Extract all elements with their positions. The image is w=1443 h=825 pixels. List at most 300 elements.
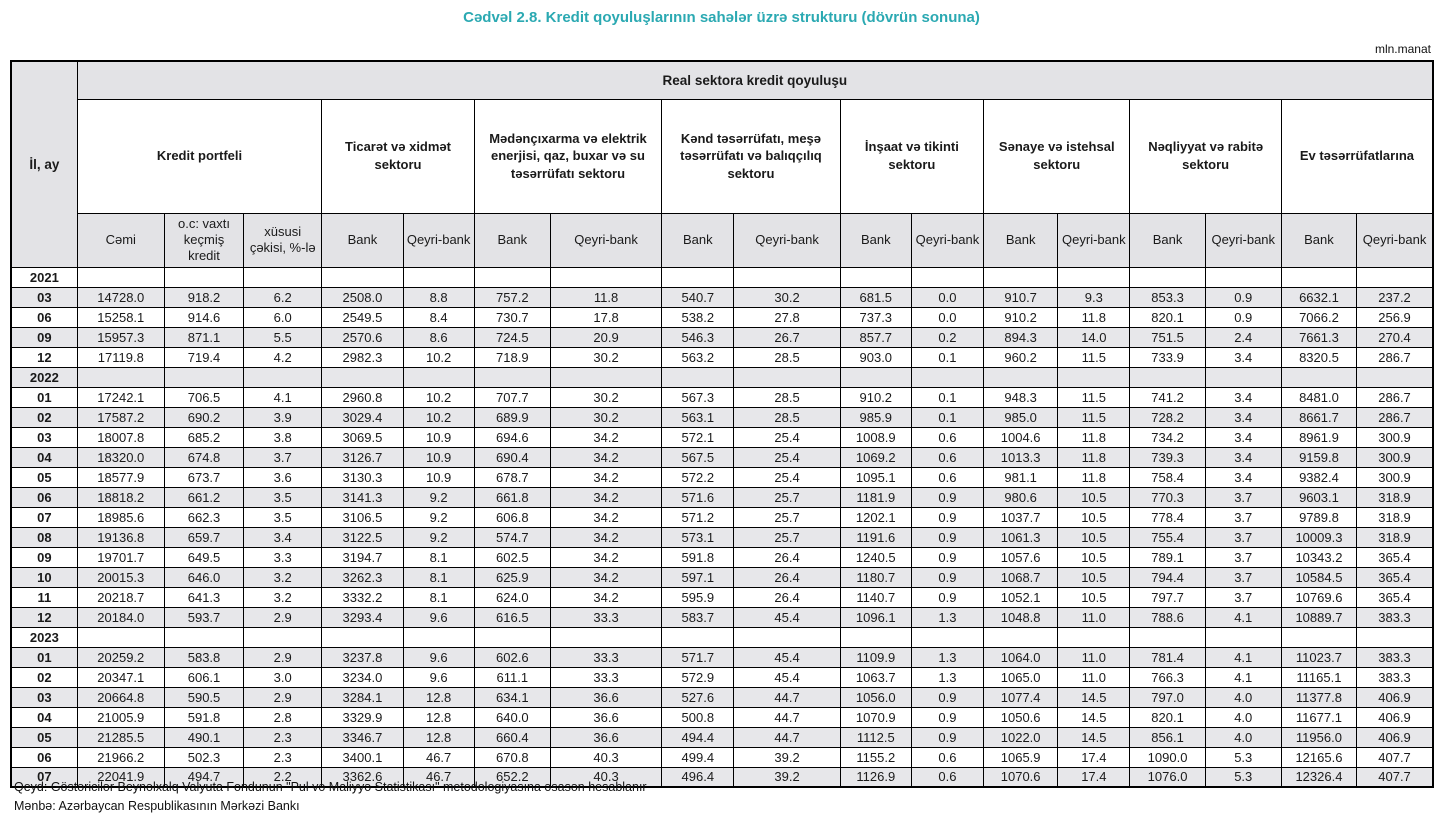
value-cell: 591.8 [164, 707, 243, 727]
sub-header-qeyri-bank: Qeyri-bank [550, 213, 661, 267]
year-label: 2023 [11, 627, 77, 647]
value-cell: 26.4 [734, 567, 840, 587]
empty-cell [403, 267, 474, 287]
value-cell: 871.1 [164, 327, 243, 347]
empty-cell [403, 627, 474, 647]
value-cell: 9.2 [403, 527, 474, 547]
table-row [11, 407, 1433, 427]
value-cell: 496.4 [662, 767, 734, 787]
month-label: 02 [11, 407, 77, 427]
value-cell: 1069.2 [840, 447, 911, 467]
empty-cell [164, 267, 243, 287]
value-cell: 724.5 [474, 327, 550, 347]
empty-cell [1130, 267, 1205, 287]
value-cell: 3.2 [244, 567, 322, 587]
value-cell: 502.3 [164, 747, 243, 767]
value-cell: 10.9 [403, 467, 474, 487]
value-cell: 20184.0 [77, 607, 164, 627]
value-cell: 1240.5 [840, 547, 911, 567]
empty-cell [984, 267, 1058, 287]
value-cell: 46.7 [403, 767, 474, 787]
value-cell: 17587.2 [77, 407, 164, 427]
value-cell: 574.7 [474, 527, 550, 547]
table-row [11, 667, 1433, 687]
value-cell: 2.2 [244, 767, 322, 787]
empty-cell [911, 627, 983, 647]
value-cell: 960.2 [984, 347, 1058, 367]
value-cell: 0.6 [911, 747, 983, 767]
value-cell: 673.7 [164, 467, 243, 487]
empty-cell [734, 627, 840, 647]
value-cell: 256.9 [1357, 307, 1433, 327]
value-cell: 918.2 [164, 287, 243, 307]
value-cell: 2.3 [244, 747, 322, 767]
value-cell: 3122.5 [322, 527, 403, 547]
value-cell: 571.7 [662, 647, 734, 667]
value-cell: 741.2 [1130, 387, 1205, 407]
value-cell: 407.7 [1357, 747, 1433, 767]
value-cell: 11023.7 [1281, 647, 1356, 667]
value-cell: 18577.9 [77, 467, 164, 487]
empty-cell [662, 267, 734, 287]
value-cell: 3.7 [1205, 547, 1281, 567]
note-methodology: Qeyd: Göstəricilər Beynəlxalq Valyuta Fondunun "Pul və Maliyyə Statistikası" metodologiyasına əsasən hesablanır [14, 780, 647, 794]
month-label: 01 [11, 647, 77, 667]
value-cell: 755.4 [1130, 527, 1205, 547]
value-cell: 9.2 [403, 487, 474, 507]
group-header-insaat: İnşaat və tikinti sektoru [840, 99, 983, 213]
value-cell: 11.8 [1058, 447, 1130, 467]
value-cell: 778.4 [1130, 507, 1205, 527]
value-cell: 8320.5 [1281, 347, 1356, 367]
empty-cell [77, 627, 164, 647]
value-cell: 17.8 [550, 307, 661, 327]
value-cell: 981.1 [984, 467, 1058, 487]
value-cell: 9.6 [403, 647, 474, 667]
value-cell: 0.6 [911, 427, 983, 447]
value-cell: 3.6 [244, 467, 322, 487]
group-header-medencixarma: Mədənçıxarma və elektrik enerjisi, qaz, buxar və su təsərrüfatı sektoru [474, 99, 662, 213]
value-cell: 1076.0 [1130, 767, 1205, 787]
value-cell: 3.7 [1205, 507, 1281, 527]
value-cell: 9.3 [1058, 287, 1130, 307]
value-cell: 36.6 [550, 687, 661, 707]
group-header-neqliyyat: Nəqliyyat və rabitə sektoru [1130, 99, 1281, 213]
value-cell: 1109.9 [840, 647, 911, 667]
value-cell: 36.6 [550, 727, 661, 747]
sub-header-qeyri-bank: Qeyri-bank [1058, 213, 1130, 267]
table-row [11, 587, 1433, 607]
value-cell: 1048.8 [984, 607, 1058, 627]
value-cell: 980.6 [984, 487, 1058, 507]
value-cell: 1112.5 [840, 727, 911, 747]
value-cell: 286.7 [1357, 347, 1433, 367]
value-cell: 0.6 [911, 467, 983, 487]
value-cell: 6632.1 [1281, 287, 1356, 307]
value-cell: 1068.7 [984, 567, 1058, 587]
value-cell: 573.1 [662, 527, 734, 547]
value-cell: 694.6 [474, 427, 550, 447]
value-cell: 44.7 [734, 727, 840, 747]
value-cell: 11677.1 [1281, 707, 1356, 727]
value-cell: 3.8 [244, 427, 322, 447]
empty-cell [77, 367, 164, 387]
value-cell: 625.9 [474, 567, 550, 587]
value-cell: 3262.3 [322, 567, 403, 587]
value-cell: 985.9 [840, 407, 911, 427]
value-cell: 4.2 [244, 347, 322, 367]
value-cell: 1140.7 [840, 587, 911, 607]
value-cell: 0.6 [911, 447, 983, 467]
value-cell: 0.9 [911, 587, 983, 607]
group-header-senaye: Sənaye və istehsal sektoru [984, 99, 1130, 213]
value-cell: 19136.8 [77, 527, 164, 547]
value-cell: 8.6 [403, 327, 474, 347]
value-cell: 33.3 [550, 647, 661, 667]
empty-cell [244, 367, 322, 387]
value-cell: 2.9 [244, 687, 322, 707]
value-cell: 1.3 [911, 607, 983, 627]
value-cell: 910.7 [984, 287, 1058, 307]
value-cell: 856.1 [1130, 727, 1205, 747]
value-cell: 46.7 [403, 747, 474, 767]
value-cell: 1095.1 [840, 467, 911, 487]
value-cell: 11.0 [1058, 647, 1130, 667]
value-cell: 45.4 [734, 667, 840, 687]
value-cell: 1202.1 [840, 507, 911, 527]
value-cell: 10.5 [1058, 487, 1130, 507]
value-cell: 3141.3 [322, 487, 403, 507]
value-cell: 563.1 [662, 407, 734, 427]
month-label: 12 [11, 607, 77, 627]
value-cell: 6.0 [244, 307, 322, 327]
value-cell: 719.4 [164, 347, 243, 367]
sub-header-bank: Bank [474, 213, 550, 267]
value-cell: 28.5 [734, 347, 840, 367]
table-row [11, 347, 1433, 367]
value-cell: 10.5 [1058, 587, 1130, 607]
value-cell: 1013.3 [984, 447, 1058, 467]
value-cell: 22041.9 [77, 767, 164, 787]
value-cell: 624.0 [474, 587, 550, 607]
table-row [11, 387, 1433, 407]
value-cell: 540.7 [662, 287, 734, 307]
month-label: 11 [11, 587, 77, 607]
value-cell: 1061.3 [984, 527, 1058, 547]
value-cell: 3.5 [244, 507, 322, 527]
value-cell: 646.0 [164, 567, 243, 587]
month-label: 01 [11, 387, 77, 407]
value-cell: 12.8 [403, 727, 474, 747]
value-cell: 3400.1 [322, 747, 403, 767]
value-cell: 3329.9 [322, 707, 403, 727]
value-cell: 3346.7 [322, 727, 403, 747]
value-cell: 606.8 [474, 507, 550, 527]
value-cell: 3.4 [1205, 427, 1281, 447]
value-cell: 407.7 [1357, 767, 1433, 787]
value-cell: 3284.1 [322, 687, 403, 707]
value-cell: 606.1 [164, 667, 243, 687]
value-cell: 590.5 [164, 687, 243, 707]
value-cell: 0.9 [911, 687, 983, 707]
value-cell: 2.9 [244, 647, 322, 667]
value-cell: 11.8 [1058, 427, 1130, 447]
value-cell: 45.4 [734, 647, 840, 667]
value-cell: 286.7 [1357, 387, 1433, 407]
month-label: 06 [11, 487, 77, 507]
empty-cell [840, 627, 911, 647]
table-body [11, 267, 1433, 787]
value-cell: 0.9 [911, 507, 983, 527]
empty-cell [474, 267, 550, 287]
value-cell: 593.7 [164, 607, 243, 627]
sub-header-bank: Bank [322, 213, 403, 267]
value-cell: 406.9 [1357, 707, 1433, 727]
sub-header-qeyri-bank: Qeyri-bank [403, 213, 474, 267]
value-cell: 45.4 [734, 607, 840, 627]
year-row [11, 267, 1433, 287]
sub-header-bank: Bank [662, 213, 734, 267]
sub-header-qeyri-bank: Qeyri-bank [1205, 213, 1281, 267]
value-cell: 4.0 [1205, 727, 1281, 747]
value-cell: 365.4 [1357, 587, 1433, 607]
value-cell: 5.5 [244, 327, 322, 347]
value-cell: 572.9 [662, 667, 734, 687]
value-cell: 318.9 [1357, 487, 1433, 507]
value-cell: 8961.9 [1281, 427, 1356, 447]
value-cell: 10.5 [1058, 507, 1130, 527]
value-cell: 11.0 [1058, 607, 1130, 627]
value-cell: 33.3 [550, 607, 661, 627]
table-row [11, 727, 1433, 747]
value-cell: 853.3 [1130, 287, 1205, 307]
value-cell: 789.1 [1130, 547, 1205, 567]
table-row [11, 567, 1433, 587]
value-cell: 286.7 [1357, 407, 1433, 427]
sub-header-bank: Bank [840, 213, 911, 267]
value-cell: 15957.3 [77, 327, 164, 347]
value-cell: 616.5 [474, 607, 550, 627]
value-cell: 9382.4 [1281, 467, 1356, 487]
value-cell: 0.6 [911, 767, 983, 787]
value-cell: 20347.1 [77, 667, 164, 687]
empty-cell [1357, 267, 1433, 287]
value-cell: 0.9 [911, 487, 983, 507]
value-cell: 3.4 [1205, 467, 1281, 487]
value-cell: 3106.5 [322, 507, 403, 527]
value-cell: 44.7 [734, 707, 840, 727]
month-label: 05 [11, 467, 77, 487]
sub-header-cemi: Cəmi [77, 213, 164, 267]
table-row [11, 427, 1433, 447]
value-cell: 1090.0 [1130, 747, 1205, 767]
value-cell: 28.5 [734, 407, 840, 427]
month-label: 09 [11, 327, 77, 347]
value-cell: 706.5 [164, 387, 243, 407]
value-cell: 571.6 [662, 487, 734, 507]
value-cell: 2.9 [244, 607, 322, 627]
value-cell: 571.2 [662, 507, 734, 527]
value-cell: 34.2 [550, 467, 661, 487]
value-cell: 20664.8 [77, 687, 164, 707]
value-cell: 10584.5 [1281, 567, 1356, 587]
value-cell: 300.9 [1357, 447, 1433, 467]
empty-cell [474, 627, 550, 647]
value-cell: 707.7 [474, 387, 550, 407]
value-cell: 595.9 [662, 587, 734, 607]
value-cell: 1070.6 [984, 767, 1058, 787]
value-cell: 406.9 [1357, 727, 1433, 747]
value-cell: 490.1 [164, 727, 243, 747]
value-cell: 641.3 [164, 587, 243, 607]
value-cell: 572.1 [662, 427, 734, 447]
empty-cell [1205, 367, 1281, 387]
empty-cell [1281, 367, 1356, 387]
value-cell: 10.2 [403, 347, 474, 367]
value-cell: 17.4 [1058, 767, 1130, 787]
empty-cell [1281, 627, 1356, 647]
month-label: 10 [11, 567, 77, 587]
value-cell: 10.5 [1058, 547, 1130, 567]
month-label: 02 [11, 667, 77, 687]
value-cell: 34.2 [550, 547, 661, 567]
value-cell: 494.7 [164, 767, 243, 787]
year-row [11, 627, 1433, 647]
value-cell: 34.2 [550, 487, 661, 507]
value-cell: 25.7 [734, 507, 840, 527]
header-row-top [11, 61, 1433, 99]
table-row [11, 707, 1433, 727]
value-cell: 10.2 [403, 407, 474, 427]
value-cell: 857.7 [840, 327, 911, 347]
value-cell: 25.4 [734, 467, 840, 487]
table-row [11, 607, 1433, 627]
value-cell: 670.8 [474, 747, 550, 767]
value-cell: 9603.1 [1281, 487, 1356, 507]
empty-cell [322, 267, 403, 287]
month-label: 06 [11, 307, 77, 327]
empty-cell [984, 627, 1058, 647]
value-cell: 797.7 [1130, 587, 1205, 607]
value-cell: 3029.4 [322, 407, 403, 427]
month-label: 05 [11, 727, 77, 747]
value-cell: 39.2 [734, 767, 840, 787]
empty-cell [840, 267, 911, 287]
value-cell: 572.2 [662, 467, 734, 487]
value-cell: 15258.1 [77, 307, 164, 327]
empty-cell [1130, 627, 1205, 647]
value-cell: 4.1 [1205, 667, 1281, 687]
value-cell: 1191.6 [840, 527, 911, 547]
value-cell: 383.3 [1357, 607, 1433, 627]
value-cell: 18818.2 [77, 487, 164, 507]
value-cell: 0.9 [911, 727, 983, 747]
table-row [11, 687, 1433, 707]
value-cell: 10769.6 [1281, 587, 1356, 607]
table-row [11, 647, 1433, 667]
value-cell: 4.1 [244, 387, 322, 407]
note-source: Mənbə: Azərbaycan Respublikasının Mərkəzi Bankı [14, 799, 300, 814]
value-cell: 730.7 [474, 307, 550, 327]
year-row [11, 367, 1433, 387]
value-cell: 27.8 [734, 307, 840, 327]
value-cell: 3.4 [1205, 407, 1281, 427]
group-header-kredit-portfeli: Kredit portfeli [77, 99, 322, 213]
value-cell: 1065.9 [984, 747, 1058, 767]
value-cell: 11.5 [1058, 387, 1130, 407]
empty-cell [662, 627, 734, 647]
value-cell: 903.0 [840, 347, 911, 367]
value-cell: 14.5 [1058, 707, 1130, 727]
value-cell: 0.1 [911, 387, 983, 407]
value-cell: 8.8 [403, 287, 474, 307]
value-cell: 733.9 [1130, 347, 1205, 367]
value-cell: 567.3 [662, 387, 734, 407]
value-cell: 797.0 [1130, 687, 1205, 707]
value-cell: 1155.2 [840, 747, 911, 767]
value-cell: 34.2 [550, 527, 661, 547]
value-cell: 758.4 [1130, 467, 1205, 487]
value-cell: 18320.0 [77, 447, 164, 467]
value-cell: 3130.3 [322, 467, 403, 487]
value-cell: 10889.7 [1281, 607, 1356, 627]
value-cell: 494.4 [662, 727, 734, 747]
value-cell: 689.9 [474, 407, 550, 427]
value-cell: 0.2 [911, 327, 983, 347]
value-cell: 3.0 [244, 667, 322, 687]
table-header [11, 61, 1433, 267]
value-cell: 14.5 [1058, 727, 1130, 747]
month-label: 08 [11, 527, 77, 547]
value-cell: 634.1 [474, 687, 550, 707]
value-cell: 3237.8 [322, 647, 403, 667]
unit-label: mln.manat [1374, 42, 1431, 56]
value-cell: 2570.6 [322, 327, 403, 347]
month-label: 12 [11, 347, 77, 367]
value-cell: 3.7 [1205, 567, 1281, 587]
table-row [11, 507, 1433, 527]
value-cell: 21005.9 [77, 707, 164, 727]
value-cell: 5.3 [1205, 747, 1281, 767]
value-cell: 25.4 [734, 447, 840, 467]
value-cell: 12165.6 [1281, 747, 1356, 767]
value-cell: 1052.1 [984, 587, 1058, 607]
month-label: 04 [11, 447, 77, 467]
value-cell: 237.2 [1357, 287, 1433, 307]
group-header-ev: Ev təsərrüfatlarına [1281, 99, 1433, 213]
value-cell: 3.3 [244, 547, 322, 567]
table-row [11, 307, 1433, 327]
empty-cell [1281, 267, 1356, 287]
value-cell: 36.6 [550, 707, 661, 727]
value-cell: 914.6 [164, 307, 243, 327]
value-cell: 5.3 [1205, 767, 1281, 787]
empty-cell [1130, 367, 1205, 387]
month-label: 07 [11, 507, 77, 527]
value-cell: 4.1 [1205, 607, 1281, 627]
value-cell: 4.0 [1205, 687, 1281, 707]
value-cell: 546.3 [662, 327, 734, 347]
value-cell: 0.9 [911, 567, 983, 587]
value-cell: 365.4 [1357, 547, 1433, 567]
empty-cell [403, 367, 474, 387]
value-cell: 3.7 [1205, 527, 1281, 547]
value-cell: 910.2 [984, 307, 1058, 327]
value-cell: 40.3 [550, 767, 661, 787]
row-header-cell: İl, ay [11, 61, 77, 267]
value-cell: 1180.7 [840, 567, 911, 587]
table-row [11, 287, 1433, 307]
